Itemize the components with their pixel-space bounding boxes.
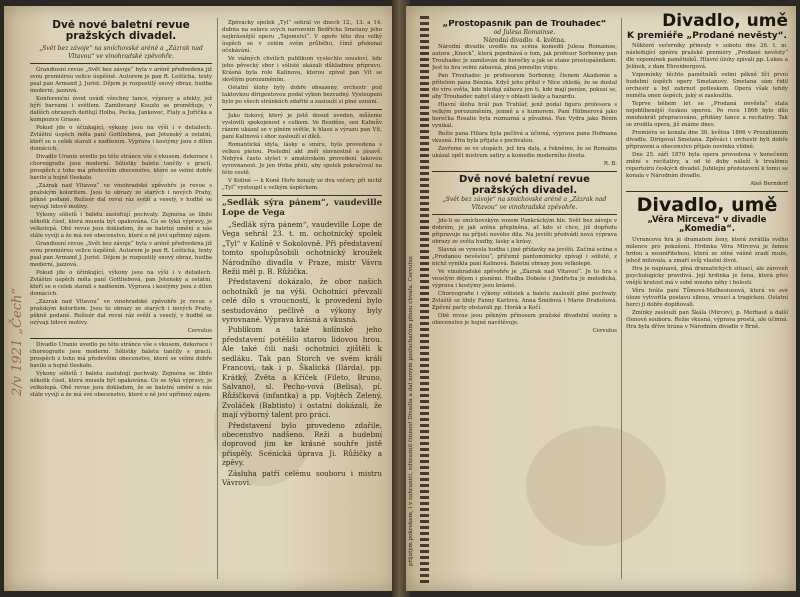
right-column-1 — [432, 20, 617, 582]
paragraph: Ve vážných chvílích publikum vyslechlo sousloví, kde jeho pěvecký sbor i sólisté ukázali důkladnou přípravu. Krásná byla role Kalinova, kterou zpíval pan Vít se skvělým porozuměním. — [222, 56, 382, 83]
paragraph: Slavná se vynesla hudba i jiné přídavky na jevišti. Začíná scéna s „Prodanou nevěstou“, přičemž pantomimicky zpívají i sólisté, z nichž vynikla paní Kalinová. Baletní obrazy jsou velkolepé. — [432, 247, 617, 268]
paragraph: Zavřeme se ve stopách, jež hra dala, a řekněme, že se Romains ukázal opět mistrem satiry a komedie moderního života. — [432, 146, 617, 160]
paragraph: Obě revue jsou pěkným přínosem pražské divadelní sezóny a obecenstvo je hojně navštěvuje. — [432, 313, 617, 327]
paragraph: Vzpomínky těchto pamětníků velmi pěkně líčí první hudební úspěch opery Smetanovy. Smetana sám řídil orchestr a byl zahrnut potleskem. Opera však tehdy neměla onen úspěch, jaký si zasloužila. — [626, 72, 788, 100]
article-headline: Divadlo, umě — [636, 194, 778, 217]
paragraph: Premiéra se konala dne 30. května 1866 v Prozatímním divadle. Dirigoval Smetana. Zpěváci i orchestr byli dobře připraveni a obecenstvo přijalo novinku vlídně. — [626, 130, 788, 151]
article-lead: Národní divadlo. 4. května. — [483, 36, 566, 44]
paragraph: Pokud jde o účinkující, výkony jsou na výši i v detailech. Zvláštní úspěch měla paní Gottliebová, pan Jetenský a ostatní, kteří se o celek starali s nadšením. Výprava i kostýmy jsou z dílen domácích. — [30, 125, 212, 153]
signature: Cervulus — [187, 328, 212, 335]
paragraph: Ve vinohradské zpěvohře je „Zázrak nad Vltavou“. Je to hra s veselým dějem i písněmi. Hudba Dobeše i Jindřicha je melodická, výprava i kostýmy jsou krásné. — [432, 269, 617, 290]
paragraph: Uvrancova hra je dramatem ženy, která zvrátila svého milence pro pokušení. Hrdinka Věra Mirceva je ženou hrdou a nesmiřitelnou, která ze silné vášně zradí muže, jehož milovala, a zmaří svůj vlastní život. — [626, 237, 788, 265]
paragraph: Režie pana Hilara byla pečlivá a účinná, výprava pana Hofmana vkusná. Hra byla přijata s pochvalou. — [432, 131, 617, 145]
paragraph: Pan Trouhadec je profesorem Sorbonny, členem Akademie a přítelem pana Bénina. Když jeho přítel v Nice shledá, že se dostal do víru světa, kde hledají zábavu jen ti, kdo mají peníze, pokusí se, aby Trouhadec nabyl slávy v oblasti lásky a hazardu. — [432, 73, 617, 101]
paragraph: Věru hrála paní Tůmová-Mathesiusová, která ve své úloze vytvořila postavu silnou, vroucí a tragickou. Ostatní herci ji dobře doplňovali. — [626, 288, 788, 309]
article-headline: „Prostopášník pan de Trouhadec“ — [442, 20, 607, 29]
article-headline: K premiéře „Prodané nevěsty“. — [627, 31, 787, 41]
right-page — [406, 6, 796, 591]
paragraph: Představení bylo provedeno zdařile, obecenstvo nadšeno. Reži a hudební doprovod jim ke krásné souhře jistě přispěly. Scénická úprava Ji. Růžičky a zpěvy. — [222, 420, 382, 468]
article-subtitle: od Julesa Romainse. — [493, 29, 556, 37]
paragraph: Divadlo Uranie uvedlo po této stránce vše s vkusem, dekorace i choreografie jsou moderní. Sólistky baletu tančily s gracií, prospěch z toho má především obecenstvo, které se velmi dobře bavilo a hojně tleskalo. — [30, 154, 212, 182]
ornament-border — [420, 16, 429, 586]
column-rule — [217, 18, 218, 579]
paragraph: „Sedlák sýra pánem“, vaudeville Lope de Vega sehrál 23. t. m. ochotnický spolek „Tyl“ v Kolíně v Sokolovně. Při představení tomto spolupůsobili ochotnický kroužek Národního divadla v Praze, mistr Vávra Režii měl p. B. Růžička. — [222, 220, 382, 277]
vertical-text-strip: přijatým pokrokem, i v zahraničí, zdůraznil činnost Divadla a dal novým posluchačům plnou chválu. Cervulus — [408, 256, 414, 566]
paragraph: Zmínky zaslouží pan Škála (Mircev), p. Merhaut a další členové souboru. Režie vkusná, výprava prostá, ale účinná. Hra byla dříve hrána v Národním divadle v Brně. — [626, 310, 788, 331]
paragraph: Hlavní úlohu hrál pan Truhlář, jenž podal figuru profesora s velkým porozuměním, jemně a s humorem. Paní Hübnerová jako herečka Rosalie byla rozmarná a půvabná. Pan Vydra jako Bénin vynikal. — [432, 102, 617, 130]
paragraph: Výkony sólistů i baletu zasluhují pochvaly. Zejména se líbilo několik čísel, která musela být opakována. Co se týká výpravy, je velkolepá. Obě revue jsou dokladem, že se baletní umění u nás stále vyvíjí a že má své obecenstvo, které o ně jeví upřímný zájem. — [30, 371, 212, 399]
divider — [222, 195, 382, 196]
left-page — [4, 6, 396, 591]
paragraph: Publikum a také kolínské jeho představení potěšilo starou lidovou hrou. Ale také čili naši ochotníci zjištěli k sedláku. Tak pan Storch ve svém králi Francovi, tak i p. Škalická (Ilárda), pp. Krátký, Zvěta a Kříček (Fileto, Bruno, Salvano), sl. Pecho-vová (Belisa), pí. Růžičková (infantka) a pp. Vojtěch Zelený, Zvoláček (Babtisto) i ostatní dokázali, že mají výborný talent pro práci. — [222, 325, 382, 420]
divider — [626, 191, 788, 192]
article-subtitle: „Věra Mirceva“ v divadle „Komedia“. — [647, 215, 767, 235]
masthead-fragment: Divadlo, umě — [662, 12, 788, 31]
paragraph: Divadlo Uranie uvedlo po této stránce vše s vkusem, dekorace i choreografie jsou moderní. Sólistky baletu tančily s gracií, prospěch z toho má především obecenstvo, které se velmi dobře bavilo a hojně tleskalo. — [30, 342, 212, 370]
article-headline: Dvě nové baletní revue pražských divadel. — [52, 20, 190, 43]
left-column-1 — [30, 20, 212, 575]
paragraph: Hra je napínavá, plná dramatických situací, ale zároveň psychologicky pravdivá. Její hrdinka je žena, která přes vnější krutost má v sobě mnoho něhy i bolesti. — [626, 266, 788, 287]
signature: Aleš Berndorf — [750, 181, 788, 188]
paragraph: Grandiosní revue „Svět bez závoje“ byla v aréně předvedena již svou premiérou velice úspěšně. Autorem je pan R. Lešticha, texty psal pan Armand J. Jurist. Dějem je rozpustilý snový obraz, hudba moderní, jazzová. — [30, 241, 212, 269]
paragraph: Výkony sólistů i baletu zasluhují pochvaly. Zejména se líbilo několik čísel, která musela být opakována. Co se týká výpravy, je velkolepá. Obě revue jsou dokladem, že se baletní umění u nás stále vyvíjí a že má své obecenstvo, které o ně jeví upřímný zájem. — [30, 212, 212, 240]
column-rule — [621, 18, 622, 579]
paragraph: „Zázrak nad Vltavou“ ve vinohradské zpěvohře je revue s pražským koloritem. Jsou to obrazy ze starých i nových Prahy, pěkně podané. Režisér dal revui ráz svěží a veselý, v hudbě se ozývají lidové motivy. — [30, 183, 212, 211]
paragraph: Představení dokázalo, že obor našich ochotníků je na výši. Ochotníci převzali celé dílo s vroucností, k provedení bylo sestudováno pečlivě a výkony byly vyrovnané. Výprava krásná a vkusná. — [222, 277, 382, 325]
handwritten-note: 2/v 1921 „Čech“ — [10, 287, 25, 396]
divider — [30, 338, 212, 339]
paragraph: Zpěvácký spolek „Tyl“ sehrál ve dnech 12., 13. a 14. dubna na oslavu svých narozenin Bedřicha Smetany jeho nejkrásnější operu „Tajemství“. V opeře této dva velký úspěch se v celém svém průběhu, čímž překonal očekávání. — [222, 20, 382, 54]
paragraph: Jde-li se smíchovským vozem Pankráckým hle. Svět bez závoje v dobrém, je jak aréna přeplněna, ať kdo si chce, již dopředu připravuje na přijetí nového díla. Na jevišti předvádí nová výprava obrazy ze světa hudby, lásky a krásy. — [432, 218, 617, 246]
paragraph: Grandiosní revue „Svět bez závoje“ byla v aréně předvedena již svou premiérou velice úspěšně. Autorem je pan R. Lešticha, texty psal pan Armand J. Jurist. Dějem je rozpustilý snový obraz, hudba moderní, jazzová. — [30, 67, 212, 95]
article-headline: Dvě nové baletní revue pražských divadel. — [459, 174, 590, 196]
signature: Cervulus — [592, 328, 617, 335]
paragraph: Jako tiskový, který je jistě dosud uveden, můžeme vysloviti spokojenost s celkem. Ve Bezděze, sen Kalinův rázem ukázal se v plném světle, k hlasu a výrazu pan Vít, paní Kalinová i sbor zaslouží si díků. — [222, 113, 382, 140]
paragraph: Romantická idyla, lásky a smíru, byla provedena s velkou pietou. Poslední akt zněl slavnostně a jásavě. Nebývá často slyšet v amatérském provedení takovou vyrovnanost. Je jen třeba přáti, aby spolek pokračoval na této cestě. — [222, 142, 382, 176]
divider — [222, 109, 382, 110]
book-spread — [4, 0, 796, 597]
paragraph: V Koliné — k Koně Hoře konaly se dva večery, při nichž „Tyl“ vystoupil s velkým úspěchem. — [222, 178, 382, 191]
article-subtitle: „Svět bez závoje“ na smíchovské aréně a „Zázrak nad Vltavou“ ve vinohradské zpěvohře. — [442, 196, 607, 211]
signature: R. B. — [603, 161, 617, 168]
paragraph: Dne 25. září 1870 byla opera provedena v konečném znění s recitativy, a od té doby náleží k trvalému repertoiru českých divadel. Jubilejní představení k tomu se konala v Národním divadle. — [626, 152, 788, 180]
article-subtitle: „Svět bez závoje“ na smíchovské aréně a „Zázrak nad Vltavou“ ve vinohradské zpěvohře. — [39, 45, 203, 60]
paragraph: Choreografie i výkony sólistek a baletu zaslouží plné pochvaly. Zvláště se líbily Fanny Karlová, Anna Šmídová i Marie Drahošová. Zpěvní party obstarali pp. Horák a Kočí. — [432, 291, 617, 312]
right-column-2 — [626, 12, 788, 582]
paragraph: Konferenční úvod uvádí všechny tance, výpravy a efekty, jež hýří barvami i světlem. Zamilovaný Kouzlo se proměňuje, v dalších obrazech defilují Holba, Pecka, Jankovec, Fialy a Juřička a kompozice Grasse. — [30, 96, 212, 124]
paragraph: Národní divadlo uvedlo na scénu komedii Julesa Romainse, autora „Knock“, která pojednává o tom, jak profesor Sorbonny pan Trouhadec je zamilován do herečky a jak se stane prostopášníkem. Jest to hra velmi zábavná, plná jemného vtipu. — [432, 44, 617, 72]
paragraph: „Zázrak nad Vltavou“ ve vinohradské zpěvohře je revue s pražským koloritem. Jsou to obrazy ze starých i nových Prahy, pěkně podané. Režisér dal revui ráz svěží a veselý, v hudbě se ozývají lidové motivy. — [30, 299, 212, 327]
left-column-2 — [222, 20, 382, 575]
divider — [30, 63, 212, 64]
paragraph: Některé večerníky přinesly v sobotu dne 26. t. m. následující zprávu pražské premiéry „Prodané nevěsty“ dle vzpomínek pamětníků. Hlavní úlohy zpívali pp. Lukes a Jelínek, z dam Ehrenbergová. — [626, 43, 788, 71]
paragraph: Pokud jde o účinkující, výkony jsou na výši i v detailech. Zvláštní úspěch měla paní Gottliebová, pan Jetenský a ostatní, kteří se o celek starali s nadšením. Výprava i kostýmy jsou z dílen domácích. — [30, 270, 212, 298]
paragraph: Zásluha patří celému souboru i mistru Vávrovi. — [222, 468, 382, 487]
paragraph: Ostatní úlohy byly dobře obsazeny, orchestr pod taktovkou dirigentovou podal výkon bezvadný. Vystoupení bylo po všech stránkách zdařilé a zaslouží si plné uznání. — [222, 85, 382, 105]
article-headline: „Sedlák sýra pánem“, vaudeville Lope de Vega — [222, 198, 382, 218]
paragraph: Teprve během let se „Prodaná nevěsta“ stala nejoblíbenější českou operou. Po roce 1866 bylo dílo mnohokrát přepracováno, přidány tance a recitativy. Tak se zrodila opera, již známe dnes. — [626, 101, 788, 129]
divider — [432, 171, 617, 172]
divider — [432, 214, 617, 215]
